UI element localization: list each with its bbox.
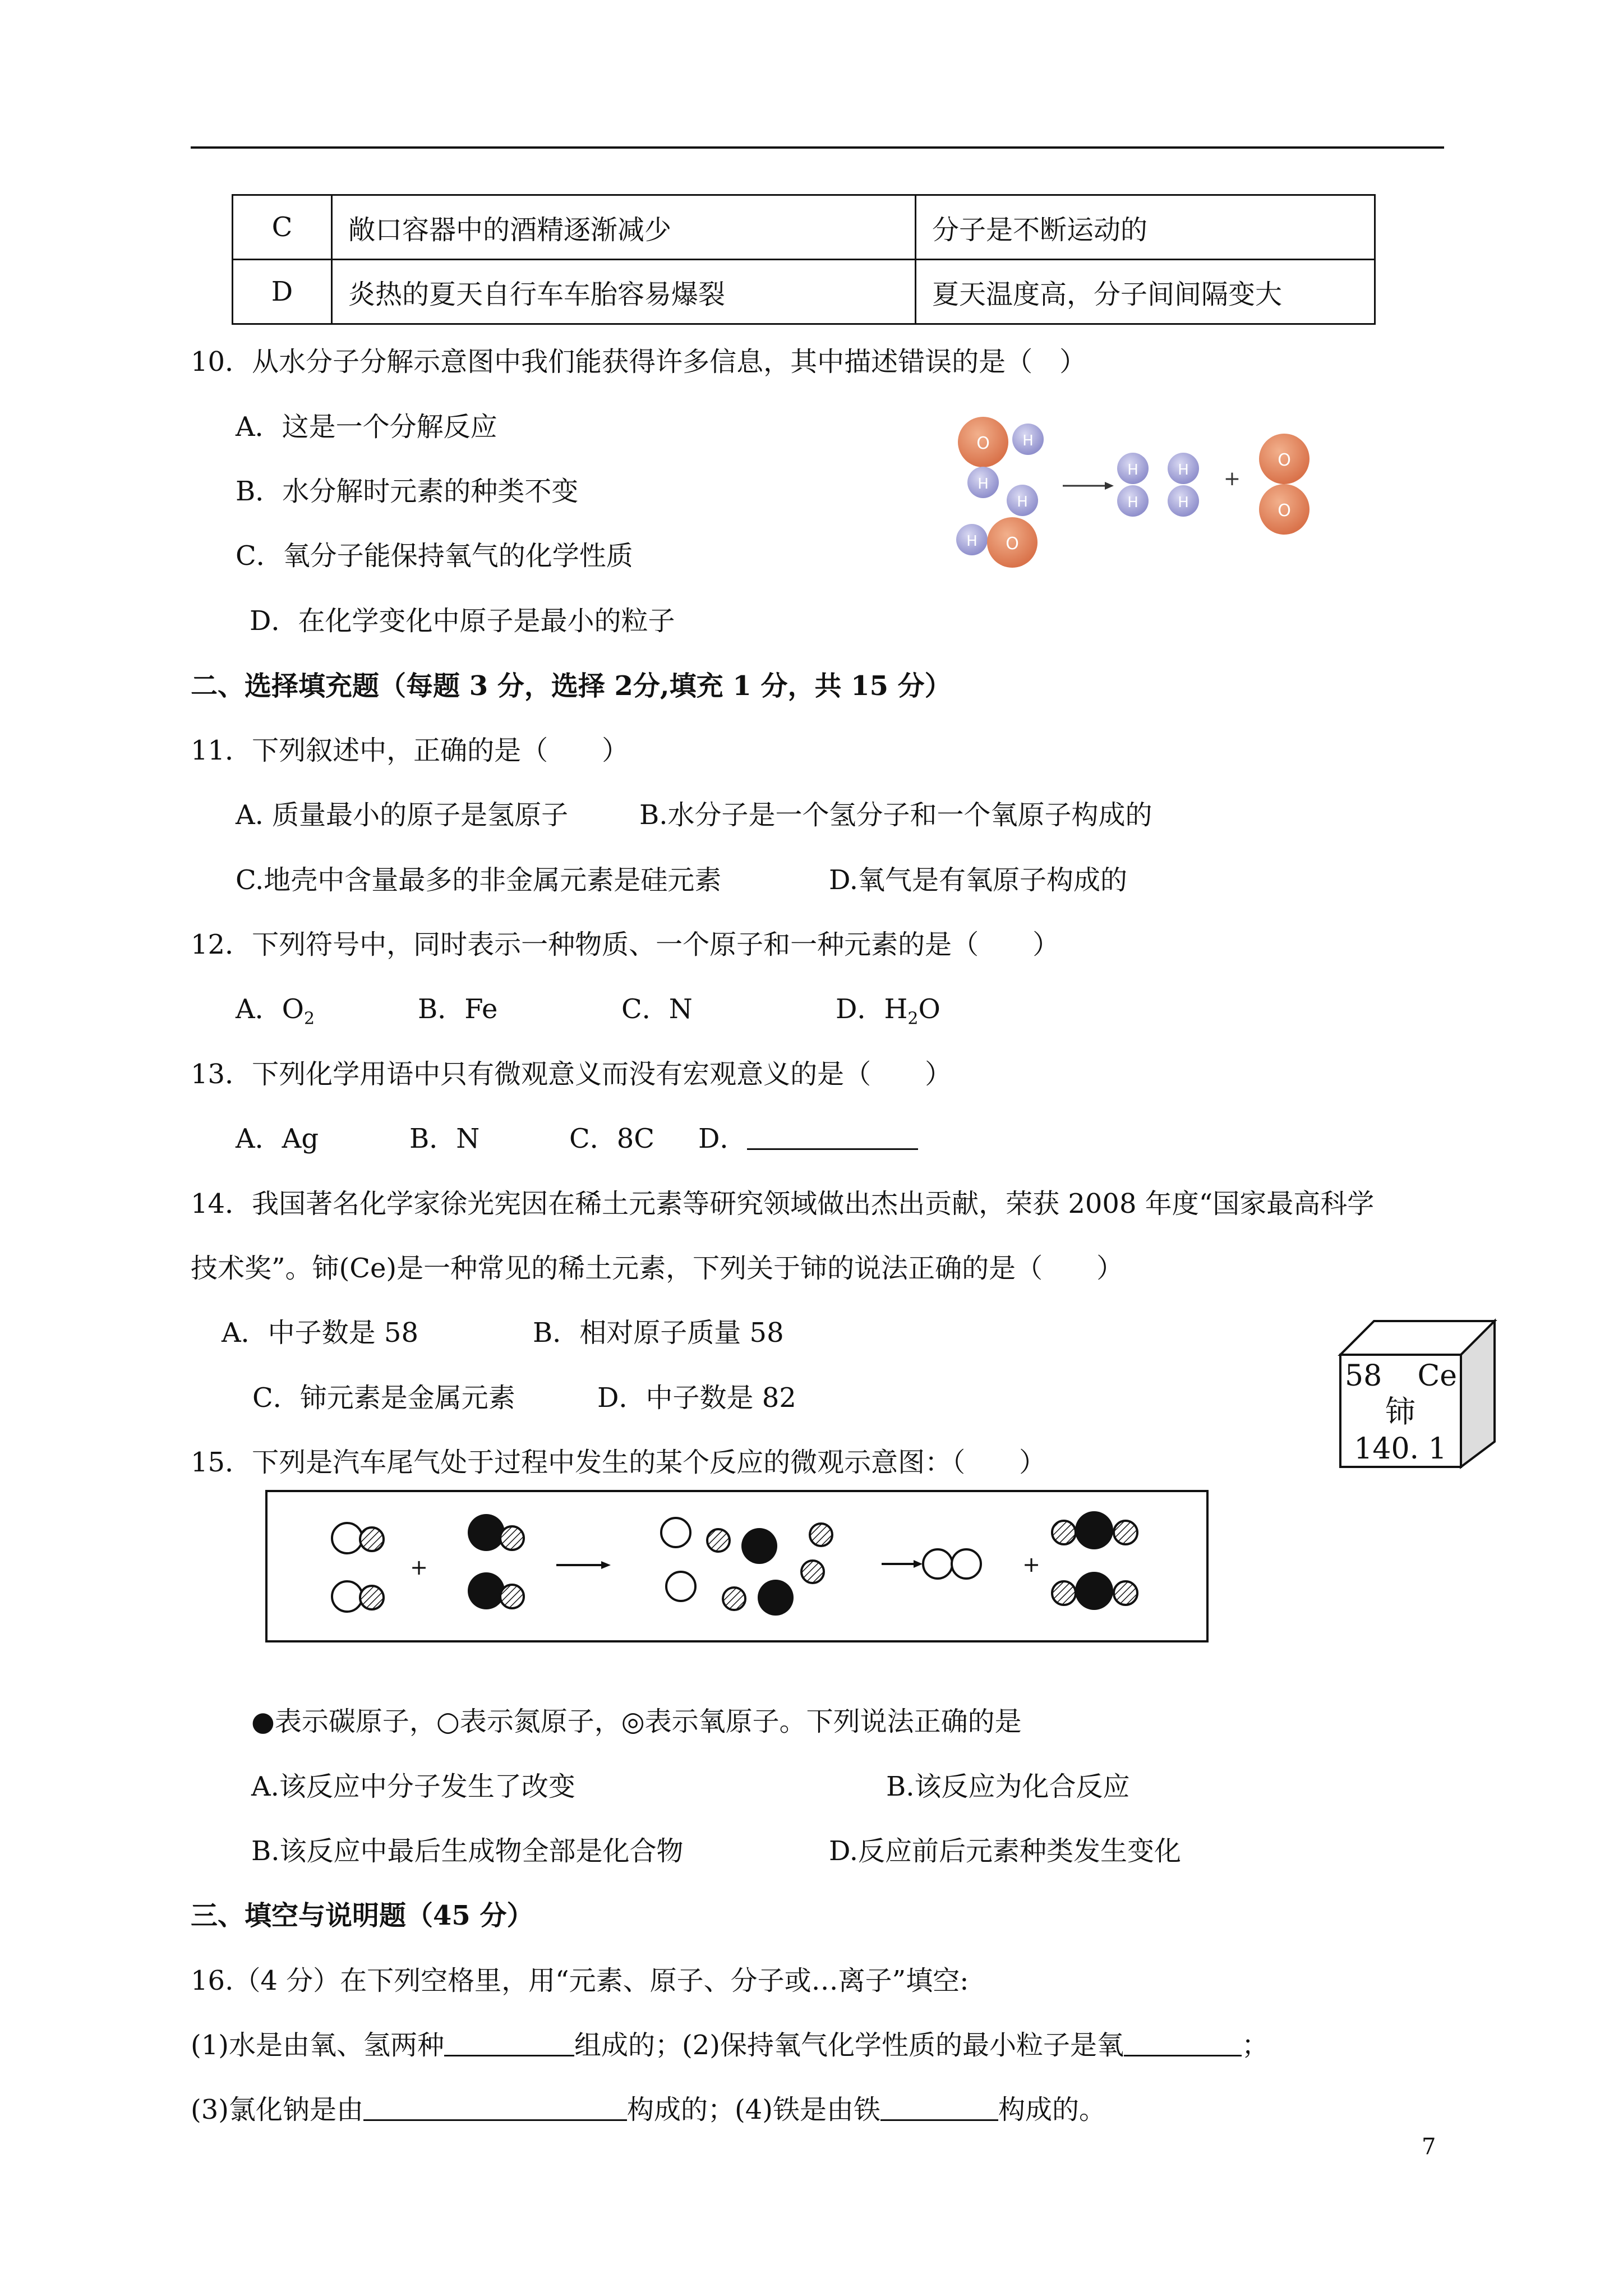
q16-part4-text: 构成的；(4)铁是由铁: [627, 2094, 880, 2125]
header-rule: [191, 146, 1444, 149]
oxygen-atom: [723, 1588, 745, 1610]
section-2-title: 二、选择填充题（每题 3 分，选择 2分,填充 1 分，共 15 分）: [191, 670, 952, 702]
q12-option-d-sub: 2: [907, 1009, 919, 1029]
q14-option-c: C．铈元素是金属元素: [252, 1382, 515, 1414]
q14-option-a: A．中子数是 58: [222, 1317, 419, 1349]
row-label: D: [233, 260, 332, 324]
q15-option-b: B.该反应为化合反应: [886, 1771, 1130, 1802]
atomic-mass: 140. 1: [1354, 1432, 1447, 1466]
q10-stem: 10．从水分子分解示意图中我们能获得许多信息，其中描述错误的是（ ）: [191, 346, 1087, 378]
atom-label: H: [1127, 494, 1138, 511]
q15-stem: 15．下列是汽车尾气处于过程中发生的某个反应的微观示意图：（ ）: [191, 1447, 1046, 1478]
q16-blank-1[interactable]: [444, 2029, 574, 2056]
q14-option-d: D．中子数是 82: [597, 1382, 796, 1414]
q16-part1-text: (1)水是由氧、氢两种: [191, 2030, 444, 2061]
exhaust-reaction-diagram: [268, 1492, 1206, 1640]
q16-stem: 16.（4 分）在下列空格里，用“元素、原子、分子或…离子”填空:: [191, 1965, 969, 1996]
arrow-head: [601, 1561, 611, 1569]
atom-label: H: [1127, 462, 1138, 478]
nitrogen-atom: [666, 1572, 695, 1601]
row-label: C: [233, 195, 332, 260]
q11-option-d: D.氧气是有氧原子构成的: [829, 864, 1128, 896]
q12-option-a-sub: 2: [304, 1009, 315, 1029]
q12-option-d: [836, 987, 940, 1029]
oxygen-atom: [707, 1529, 730, 1552]
atomic-number: 58: [1345, 1359, 1382, 1393]
q12-option-d-prefix: D．H: [836, 993, 908, 1025]
q13-stem: 13．下列化学用语中只有微观意义而没有宏观意义的是（ ）: [191, 1059, 952, 1090]
table-row: [233, 195, 1375, 260]
q12-option-b: B．Fe: [418, 993, 498, 1025]
co-molecule: [468, 1514, 524, 1551]
plus-sign: +: [1223, 467, 1241, 490]
atom-label: H: [1017, 494, 1028, 510]
q15-legend: ●表示碳原子，○表示氮原子，◎表示氧原子。下列说法正确的是: [251, 1706, 1022, 1737]
nitrogen-atom: [661, 1518, 690, 1547]
q16-line2: [191, 2023, 1269, 2062]
q11-stem: 11．下列叙述中，正确的是（ ）: [191, 735, 629, 766]
atom-label: O: [976, 434, 990, 453]
q13-option-b: B．N: [409, 1123, 480, 1154]
q10-option-b: B．水分解时元素的种类不变: [236, 476, 579, 507]
atom-label: H: [1178, 462, 1189, 478]
element-symbol: Ce: [1417, 1359, 1457, 1393]
q14-stem-line1: 14．我国著名化学家徐光宪因在稀土元素等研究领域做出杰出贡献，荣获 2008 年度“国家最高科学: [191, 1188, 1375, 1220]
q15-option-d: D.反应前后元素种类发生变化: [829, 1835, 1182, 1867]
q16-blank-2[interactable]: [1124, 2029, 1242, 2056]
oxygen-atom: [810, 1524, 832, 1546]
atom-label: O: [1278, 501, 1291, 521]
q11-option-b: B.水分子是一个氢分子和一个氧原子构成的: [639, 799, 1152, 831]
q16-blank-4[interactable]: [880, 2093, 998, 2121]
options-table: [232, 194, 1376, 325]
cerium-element-cube: [1335, 1315, 1503, 1475]
q10-option-d: D．在化学变化中原子是最小的粒子: [250, 605, 675, 637]
q16-part4-end: 构成的。: [998, 2094, 1106, 2125]
no-molecule: [332, 1523, 384, 1553]
row-explanation: 分子是不断运动的: [916, 195, 1375, 260]
q16-blank-3[interactable]: [363, 2093, 627, 2121]
q13-option-a: A．Ag: [236, 1123, 319, 1154]
n2-molecule: [923, 1549, 981, 1579]
q11-option-a: A. 质量最小的原子是氢原子: [236, 799, 569, 831]
arrow-head: [1105, 482, 1114, 490]
q11-option-c: C.地壳中含量最多的非金属元素是硅元素: [236, 864, 722, 896]
q10-option-a: A．这是一个分解反应: [236, 411, 497, 443]
atom-label: O: [1006, 534, 1019, 554]
q12-option-c: C．N: [621, 993, 693, 1025]
co-molecule: [468, 1572, 524, 1609]
q15-option-c: B.该反应中最后生成物全部是化合物: [251, 1835, 684, 1867]
q14-stem-line2: 技术奖”。铈(Ce)是一种常见的稀土元素，下列关于铈的说法正确的是（ ）: [191, 1253, 1124, 1284]
q16-part3-text: (3)氯化钠是由: [191, 2094, 363, 2125]
q12-option-d-suffix: O: [918, 993, 940, 1025]
q13-option-d: [698, 1117, 918, 1156]
q16-line3: [191, 2088, 1106, 2127]
q13-option-c: C．8C: [569, 1123, 654, 1154]
table-row: [233, 260, 1375, 324]
row-phenomenon: 炎热的夏天自行车车胎容易爆裂: [332, 260, 916, 324]
co2-molecule: [1052, 1572, 1137, 1610]
atom-label: H: [1022, 432, 1034, 449]
q14-option-b: B．相对原子质量 58: [533, 1317, 784, 1349]
reaction-diagram-panel: [265, 1490, 1209, 1642]
carbon-atom: [758, 1580, 794, 1616]
row-explanation: 夏天温度高，分子间间隔变大: [916, 260, 1375, 324]
arrow-head: [914, 1560, 923, 1568]
q13-answer-blank[interactable]: [747, 1122, 918, 1150]
carbon-atom: [741, 1528, 777, 1564]
co2-molecule: [1052, 1511, 1137, 1549]
row-phenomenon: 敞口容器中的酒精逐渐减少: [332, 195, 916, 260]
q13-option-d-label: D．: [698, 1123, 747, 1154]
oxygen-atom: [801, 1561, 824, 1583]
q12-option-a-prefix: A．O: [236, 993, 305, 1025]
q16-part2-end: ；: [1242, 2030, 1269, 2061]
section-3-title: 三、填空与说明题（45 分）: [191, 1900, 534, 1931]
q16-part2-text: 组成的；(2)保持氧气化学性质的最小粒子是氧: [574, 2030, 1124, 2061]
atom-label: O: [1278, 450, 1291, 470]
atom-label: H: [1178, 494, 1189, 511]
plus-sign: +: [410, 1555, 428, 1580]
water-decomposition-diagram: [948, 409, 1329, 578]
q15-option-a: A.该反应中分子发生了改变: [251, 1771, 575, 1802]
plus-sign: +: [1022, 1552, 1040, 1577]
q12-option-a: [236, 987, 315, 1029]
q10-option-c: C．氧分子能保持氧气的化学性质: [236, 540, 633, 572]
atom-label: H: [966, 533, 978, 550]
q12-stem: 12．下列符号中，同时表示一种物质、一个原子和一种元素的是（ ）: [191, 929, 1060, 960]
atom-label: H: [978, 476, 989, 493]
no-molecule: [332, 1581, 384, 1612]
element-name: 铈: [1385, 1394, 1415, 1429]
page-number: 7: [1422, 2134, 1436, 2160]
